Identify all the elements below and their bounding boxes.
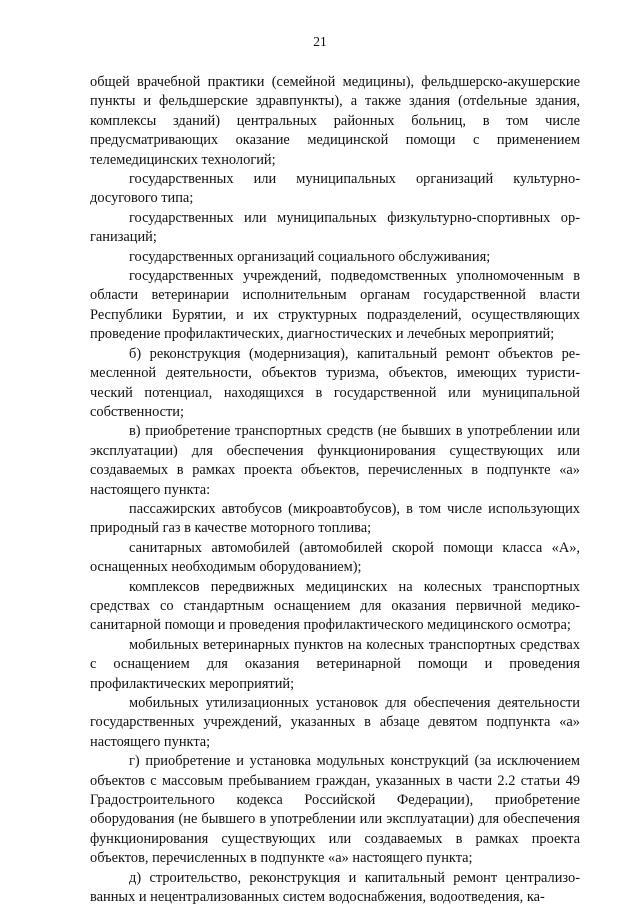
paragraph: государственных организаций социального обслуживания;	[129, 248, 491, 265]
paragraph: пассажирских автобусов (микроавтобусов), в том числе использующих природный газ в качестве моторного топлива;	[90, 500, 580, 537]
body-text	[90, 73, 580, 907]
paragraph: г) приобретение и установка модульных конструкций (за исключением объектов с массовым пребыванием граждан, указанных в части 2.2 статьи 49 Градостроительного кодекса Российской Федерации), приобретение оборудования (не бывшего в употреблении или эксплуатации) для обеспечения функционирования существующих или создаваемых в рамках проекта объектов, перечисленных в подпункте «а» настоящего пункта;	[90, 753, 580, 867]
paragraph: государственных или муниципальных физкультурно-спортивных организаций;	[90, 209, 580, 246]
paragraph: общей врачебной практики (семейной медицины), фельдшерско-акушерские пункты и фельдшерские здравпункты), а также здания (отdельные здания, комплексы зданий) центральных районных больниц, в том числе предусматривающих оказание медицинской помощи с применением телемедицинских технологий;	[90, 74, 580, 168]
paragraph: мобильных ветеринарных пунктов на колесных транспортных средствах с оснащением для оказания ветеринарной помощи и проведения профилактических мероприятий;	[90, 636, 580, 692]
paragraph: государственных или муниципальных организаций культурно-досугового типа;	[90, 171, 580, 207]
paragraph: мобильных утилизационных установок для обеспечения деятельности государственных учреждений, указанных в абзаце девятом подпункта «а» настоящего пункта;	[90, 695, 580, 750]
paragraph: санитарных автомобилей (автомобилей скорой помощи класса «А», оснащенных необходимым оборудованием);	[90, 539, 580, 576]
paragraph: д) строительство, реконструкция и капитальный ремонт централизованных и нецентрализованных систем водоснабжения, водоотведения, ка-	[90, 869, 580, 906]
paragraph: комплексов передвижных медицинских на колесных транспортных средствах со стандартным оснащением для оказания первичной медико-санитарной помощи и проведения профилактического медицинского осмотра;	[90, 578, 580, 634]
paragraph: в) приобретение транспортных средств (не бывших в употреблении или эксплуатации) для обеспечения функционирования существующих или создаваемых в рамках проекта объектов, перечисленных в подпункте «а» настоящего пункта:	[90, 423, 580, 498]
paragraph: б) реконструкция (модернизация), капитальный ремонт объектов ремесленной деятельности, объектов туризма, объектов, имеющих туристический потенциал, находящихся в государственной или муниципальной собственности;	[90, 345, 580, 420]
paragraph: государственных учреждений, подведомственных уполномоченным в области ветеринарии исполнительным органам государственной власти Республики Бурятии, и их структурных подразделений, осуществляющих проведение профилактических, диагностических и лечебных мероприятий;	[90, 268, 580, 343]
page-number: 21	[313, 34, 327, 49]
